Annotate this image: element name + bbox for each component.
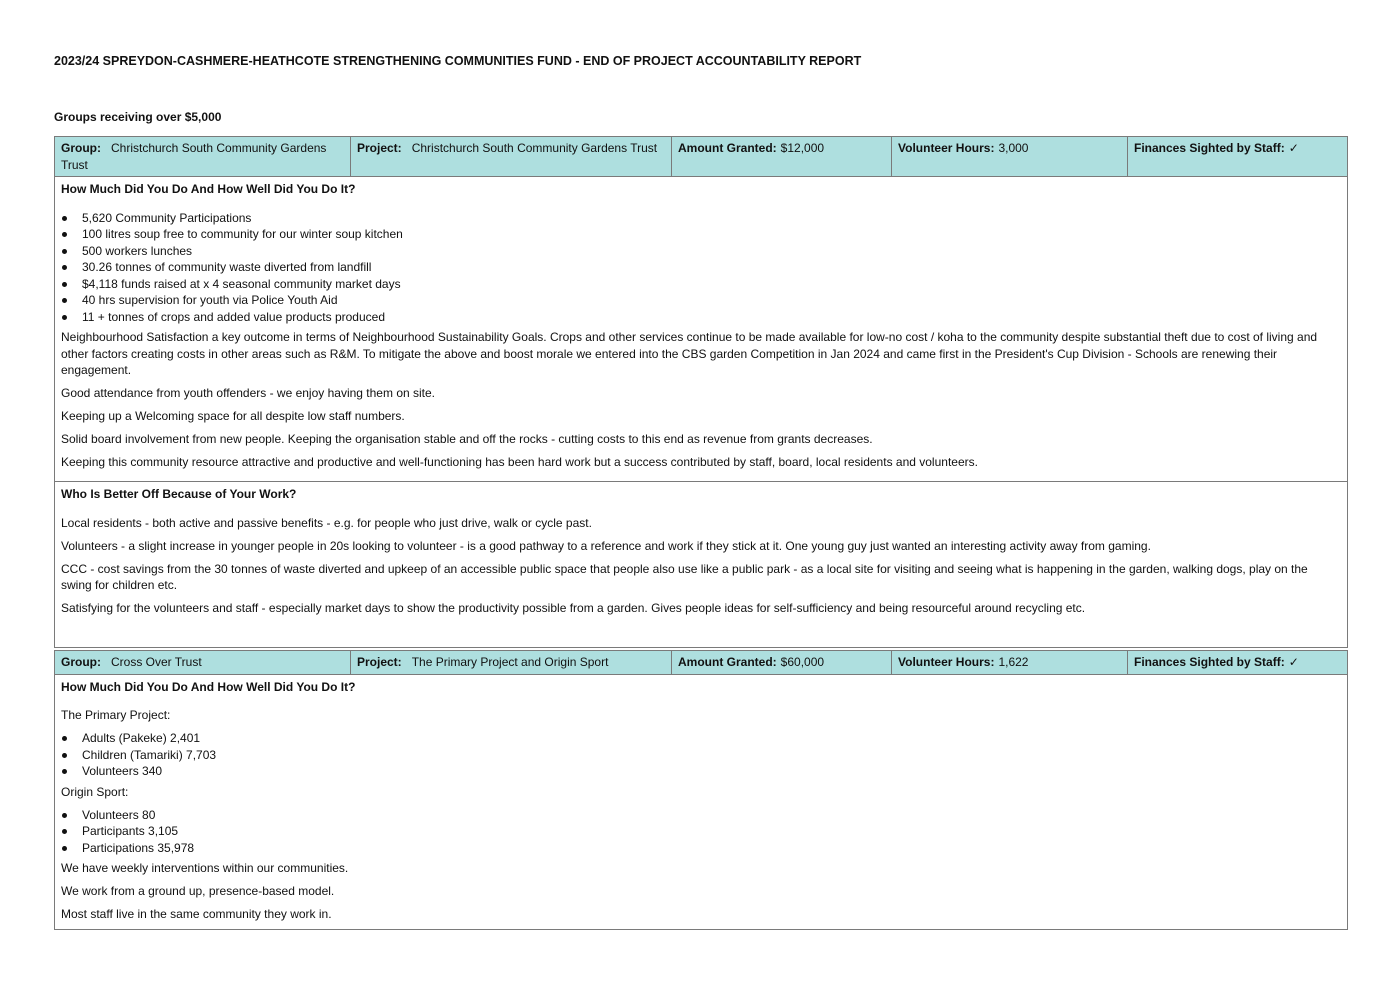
origin-sport-list bbox=[61, 807, 1341, 857]
list-item: $4,118 funds raised at x 4 seasonal community market days bbox=[82, 276, 1341, 293]
grant-table-1 bbox=[54, 136, 1348, 648]
paragraph: We have weekly interventions within our communities. bbox=[61, 861, 349, 875]
paragraph: Volunteers - a slight increase in younger people in 20s looking to volunteer - is a good pathway to a reference and work if they stick at it. One young guy just wanted an interesting activity away from gaming. bbox=[61, 538, 1151, 553]
list-item: Participations 35,978 bbox=[82, 840, 1341, 857]
group-name: Christchurch South Community Gardens Trust bbox=[61, 141, 327, 172]
hours-value: 3,000 bbox=[998, 141, 1029, 155]
paragraph: Satisfying for the volunteers and staff - especially market days to show the productivity possible from a garden. Gives people ideas for self-sufficiency and being resourceful around recycling etc. bbox=[61, 601, 1086, 615]
paragraph: CCC - cost savings from the 30 tonnes of waste diverted and upkeep of an accessible public space that people also use like a public park - as a local site for visiting and seeing what is happening in the garden, walking dogs, play on the swing for children etc. bbox=[61, 561, 1308, 592]
paragraph: Most staff live in the same community they work in. bbox=[61, 907, 332, 921]
list-item: 11 + tonnes of crops and added value products produced bbox=[82, 309, 1341, 326]
project-name: Christchurch South Community Gardens Trust bbox=[411, 141, 658, 155]
list-item: Volunteers 80 bbox=[82, 807, 1341, 824]
grant-table-2 bbox=[54, 650, 1348, 930]
how-much-heading: How Much Did You Do And How Well Did You Do It? bbox=[61, 679, 356, 694]
how-much-heading: How Much Did You Do And How Well Did You Do It? bbox=[61, 182, 356, 196]
project-label: Project: bbox=[357, 655, 402, 669]
how-much-row bbox=[55, 674, 1348, 929]
paragraph: Neighbourhood Satisfaction a key outcome in terms of Neighbourhood Sustainability Goals. Crops and other services continue to be made available for low-no cost / koha to the community despite substantial theft due to cost of living and other factors creating costs in other areas such as R&M. To mitigate the above and boost morale we entered into the CBS garden Competition in Jan 2024 and came first in the President's Cup Division - Schools are renewing their engagement. bbox=[61, 330, 1318, 377]
group-label: Group: bbox=[61, 655, 101, 669]
document-title: 2023/24 SPREYDON-CASHMERE-HEATHCOTE STRENGTHENING COMMUNITIES FUND - END OF PROJECT ACCOUNTABILITY REPORT bbox=[54, 54, 862, 68]
subheading-primary-project: The Primary Project: bbox=[61, 708, 171, 722]
finances-cell bbox=[1128, 651, 1348, 675]
list-item: 30.26 tonnes of community waste diverted from landfill bbox=[82, 259, 1341, 276]
how-much-cell bbox=[55, 674, 1348, 929]
paragraph: Keeping this community resource attractive and productive and well-functioning has been hard work but a success contributed by staff, board, local residents and volunteers. bbox=[61, 455, 978, 469]
paragraph: Keeping up a Welcoming space for all despite low staff numbers. bbox=[61, 409, 405, 423]
subheading-origin-sport: Origin Sport: bbox=[61, 784, 129, 799]
project-cell bbox=[351, 651, 672, 675]
finances-label: Finances Sighted by Staff: bbox=[1134, 655, 1285, 669]
who-better-heading: Who Is Better Off Because of Your Work? bbox=[61, 487, 297, 501]
check-icon: ✓ bbox=[1288, 141, 1299, 155]
primary-project-list bbox=[61, 730, 1341, 780]
hours-label: Volunteer Hours: bbox=[898, 655, 995, 669]
amount-label: Amount Granted: bbox=[678, 655, 777, 669]
finances-cell bbox=[1128, 137, 1348, 177]
list-item: 5,620 Community Participations bbox=[82, 210, 1341, 227]
how-much-cell bbox=[55, 177, 1348, 482]
paragraph: We work from a ground up, presence-based model. bbox=[61, 884, 335, 898]
list-item: Adults (Pakeke) 2,401 bbox=[82, 730, 1341, 747]
amount-label: Amount Granted: bbox=[678, 141, 777, 155]
group-label: Group: bbox=[61, 141, 101, 155]
paragraph: Local residents - both active and passive benefits - e.g. for people who just drive, walk or cycle past. bbox=[61, 515, 592, 530]
project-cell bbox=[351, 137, 672, 177]
amount-cell bbox=[672, 137, 892, 177]
amount-value: $12,000 bbox=[780, 141, 825, 155]
section-heading: Groups receiving over $5,000 bbox=[54, 110, 222, 124]
paragraph: Solid board involvement from new people. Keeping the organisation stable and off the rocks - cutting costs to this end as revenue from grants decreases. bbox=[61, 432, 873, 446]
hours-cell bbox=[892, 137, 1128, 177]
project-name: The Primary Project and Origin Sport bbox=[411, 655, 609, 669]
list-item: 40 hrs supervision for youth via Police Youth Aid bbox=[82, 292, 1341, 309]
who-better-row bbox=[55, 482, 1348, 648]
list-item: Children (Tamariki) 7,703 bbox=[82, 747, 1341, 764]
list-item: Volunteers 340 bbox=[82, 763, 1341, 780]
project-label: Project: bbox=[357, 141, 402, 155]
grant-header-row bbox=[55, 651, 1348, 675]
group-name: Cross Over Trust bbox=[111, 655, 202, 669]
list-item: 100 litres soup free to community for our winter soup kitchen bbox=[82, 226, 1341, 243]
hours-cell bbox=[892, 651, 1128, 675]
list-item: 500 workers lunches bbox=[82, 243, 1341, 260]
check-icon: ✓ bbox=[1288, 655, 1299, 669]
outcome-list bbox=[61, 210, 1341, 326]
amount-value: $60,000 bbox=[780, 655, 825, 669]
amount-cell bbox=[672, 651, 892, 675]
who-better-cell bbox=[55, 482, 1348, 648]
hours-label: Volunteer Hours: bbox=[898, 141, 995, 155]
paragraph: Good attendance from youth offenders - we enjoy having them on site. bbox=[61, 386, 436, 400]
hours-value: 1,622 bbox=[998, 655, 1029, 669]
group-cell bbox=[55, 651, 351, 675]
finances-label: Finances Sighted by Staff: bbox=[1134, 141, 1285, 155]
how-much-row bbox=[55, 177, 1348, 482]
list-item: Participants 3,105 bbox=[82, 823, 1341, 840]
group-cell bbox=[55, 137, 351, 177]
grant-header-row bbox=[55, 137, 1348, 177]
